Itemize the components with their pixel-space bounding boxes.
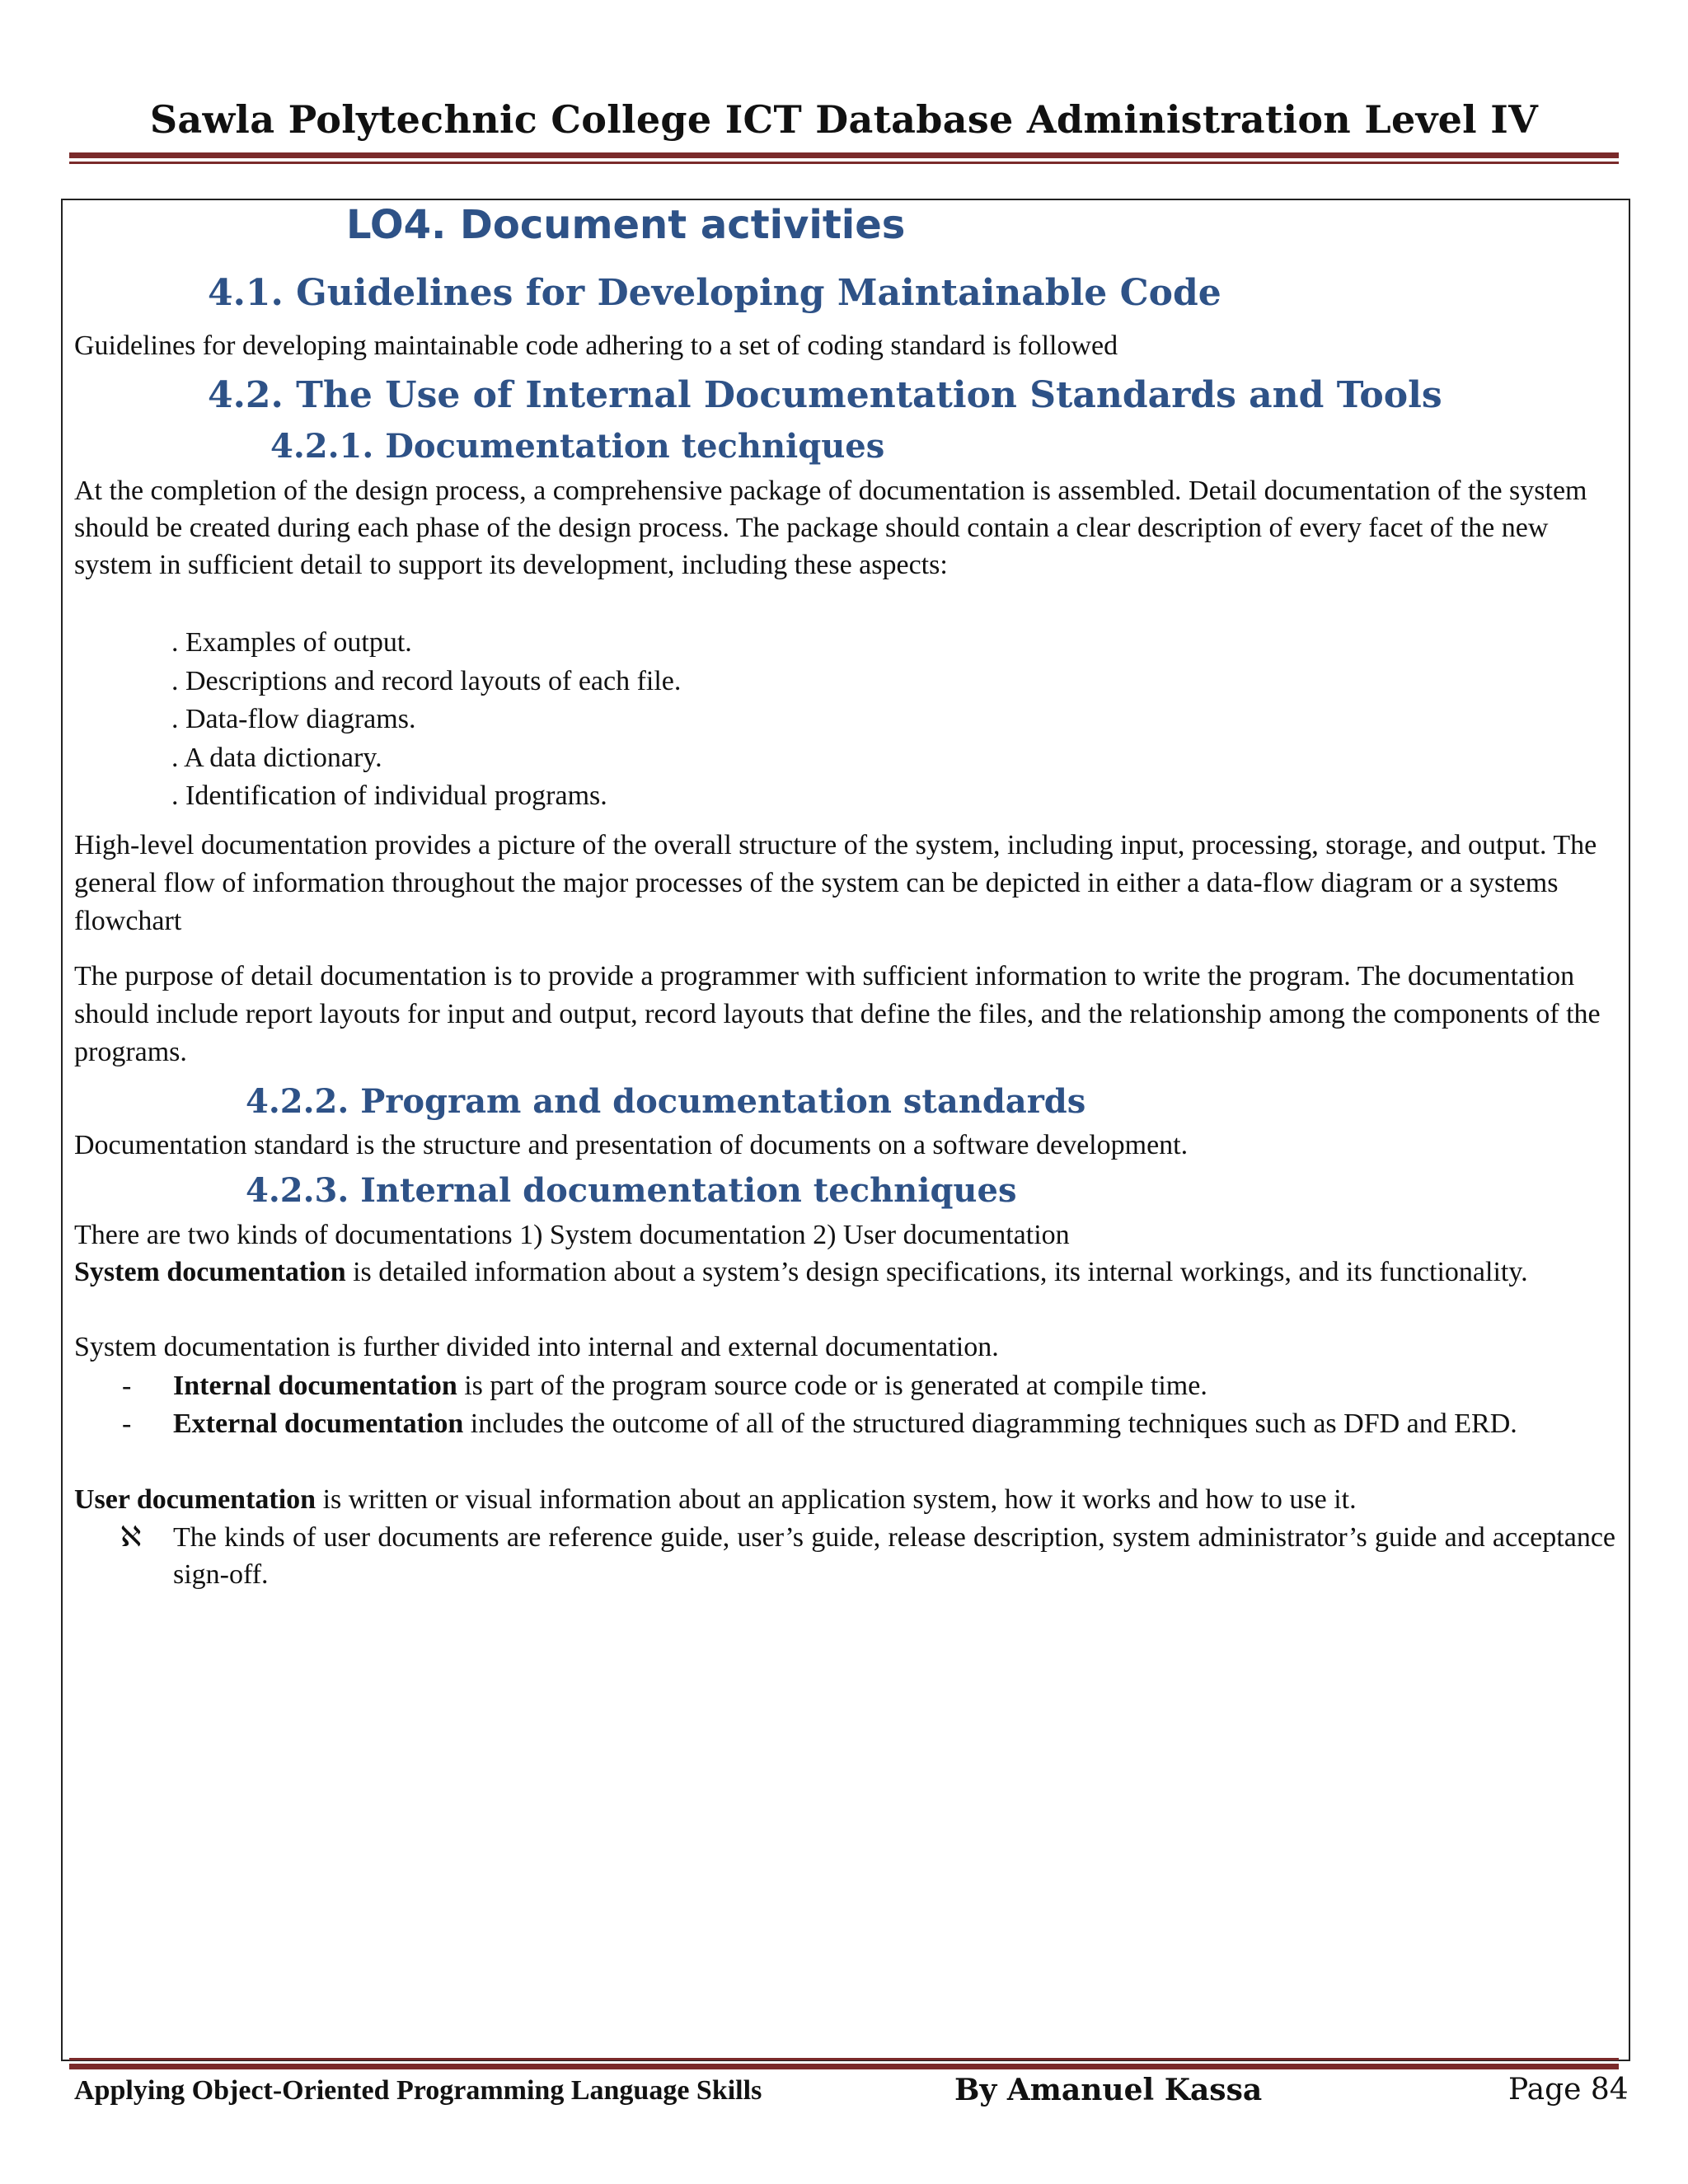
section-4-1-heading: 4.1. Guidelines for Developing Maintainable Code <box>208 272 1221 314</box>
system-documentation-divided-text: System documentation is further divided into internal and external documentation. <box>74 1332 999 1362</box>
footer-author: By Amanuel Kassa <box>954 2073 1263 2107</box>
user-documentation-definition: is written or visual information about an application system, how it works and how to use it. <box>316 1484 1357 1515</box>
section-4-2-2-heading: 4.2.2. Program and documentation standards <box>246 1082 1086 1121</box>
external-documentation-term: External documentation <box>173 1408 464 1439</box>
internal-documentation-term: Internal documentation <box>173 1371 457 1401</box>
section-4-2-heading: 4.2. The Use of Internal Documentation Standards and Tools <box>208 374 1442 416</box>
dash-marker: - <box>122 1371 132 1401</box>
internal-documentation-item <box>173 1367 1615 1404</box>
list-item: . A data dictionary. <box>171 742 382 773</box>
header-rule-thin <box>69 162 1619 164</box>
system-documentation-definition: is detailed information about a system’s design specifications, its internal workings, and its functionality. <box>345 1257 1528 1287</box>
footer-rule-thick <box>69 2064 1619 2069</box>
section-4-2-3-heading: 4.2.3. Internal documentation techniques <box>246 1171 1017 1210</box>
section-4-2-1-paragraph-1: At the completion of the design process, a comprehensive package of documentation is assembled. Detail documentation of the system should be created during each phase of the design process. The package should contain a clear description of every facet of the new system in sufficient detail to support its development, including these aspects: <box>74 476 1587 580</box>
header-rule-thick <box>69 152 1619 158</box>
footer-rule-thin <box>69 2058 1619 2060</box>
external-documentation-definition: includes the outcome of all of the structured diagramming techniques such as DFD and ERD. <box>463 1408 1517 1439</box>
section-4-1-text: Guidelines for developing maintainable code adhering to a set of coding standard is followed <box>74 330 1118 361</box>
user-documentation-term: User documentation <box>74 1484 316 1515</box>
aleph-bullet-icon: ℵ <box>120 1522 142 1553</box>
user-document-kinds-text: The kinds of user documents are reference guide, user’s guide, release description, system administrator’s guide and acceptance sign-off. <box>173 1522 1615 1590</box>
section-4-2-1-paragraph-3: The purpose of detail documentation is to provide a programmer with sufficient information to write the program. The documentation should include report layouts for input and output, record layouts that define the files, and the relationship among the components of the programs. <box>74 961 1601 1067</box>
system-documentation-term: System documentation <box>74 1257 346 1287</box>
list-item: . Identification of individual programs. <box>171 780 607 811</box>
lo-title: LO4. Document activities <box>346 202 906 248</box>
footer-page-number: Page 84 <box>1508 2073 1629 2107</box>
section-4-2-1-paragraph-2: High-level documentation provides a picture of the overall structure of the system, including input, processing, storage, and output. The general flow of information throughout the major processes of the system can be depicted in either a data-flow diagram or a systems flowchart <box>74 830 1597 936</box>
aspects-list <box>171 624 681 816</box>
user-documentation-paragraph <box>74 1481 1357 1518</box>
external-documentation-item <box>173 1405 1615 1442</box>
list-item: . Descriptions and record layouts of each file. <box>171 665 682 696</box>
dash-marker: - <box>122 1408 132 1439</box>
section-4-2-1-heading: 4.2.1. Documentation techniques <box>270 427 885 466</box>
page-header-title: Sawla Polytechnic College ICT Database Administration Level IV <box>149 97 1539 142</box>
documentation-kinds-text: There are two kinds of documentations 1) System documentation 2) User documentation <box>74 1220 1070 1250</box>
list-item: . Data-flow diagrams. <box>171 704 416 734</box>
system-documentation-paragraph <box>74 1254 1615 1291</box>
footer-course-title: Applying Object-Oriented Programming Language Skills <box>74 2075 762 2106</box>
list-item: . Examples of output. <box>171 627 412 658</box>
internal-documentation-definition: is part of the program source code or is generated at compile time. <box>457 1371 1207 1401</box>
section-4-2-2-text: Documentation standard is the structure and presentation of documents on a software development. <box>74 1130 1189 1160</box>
